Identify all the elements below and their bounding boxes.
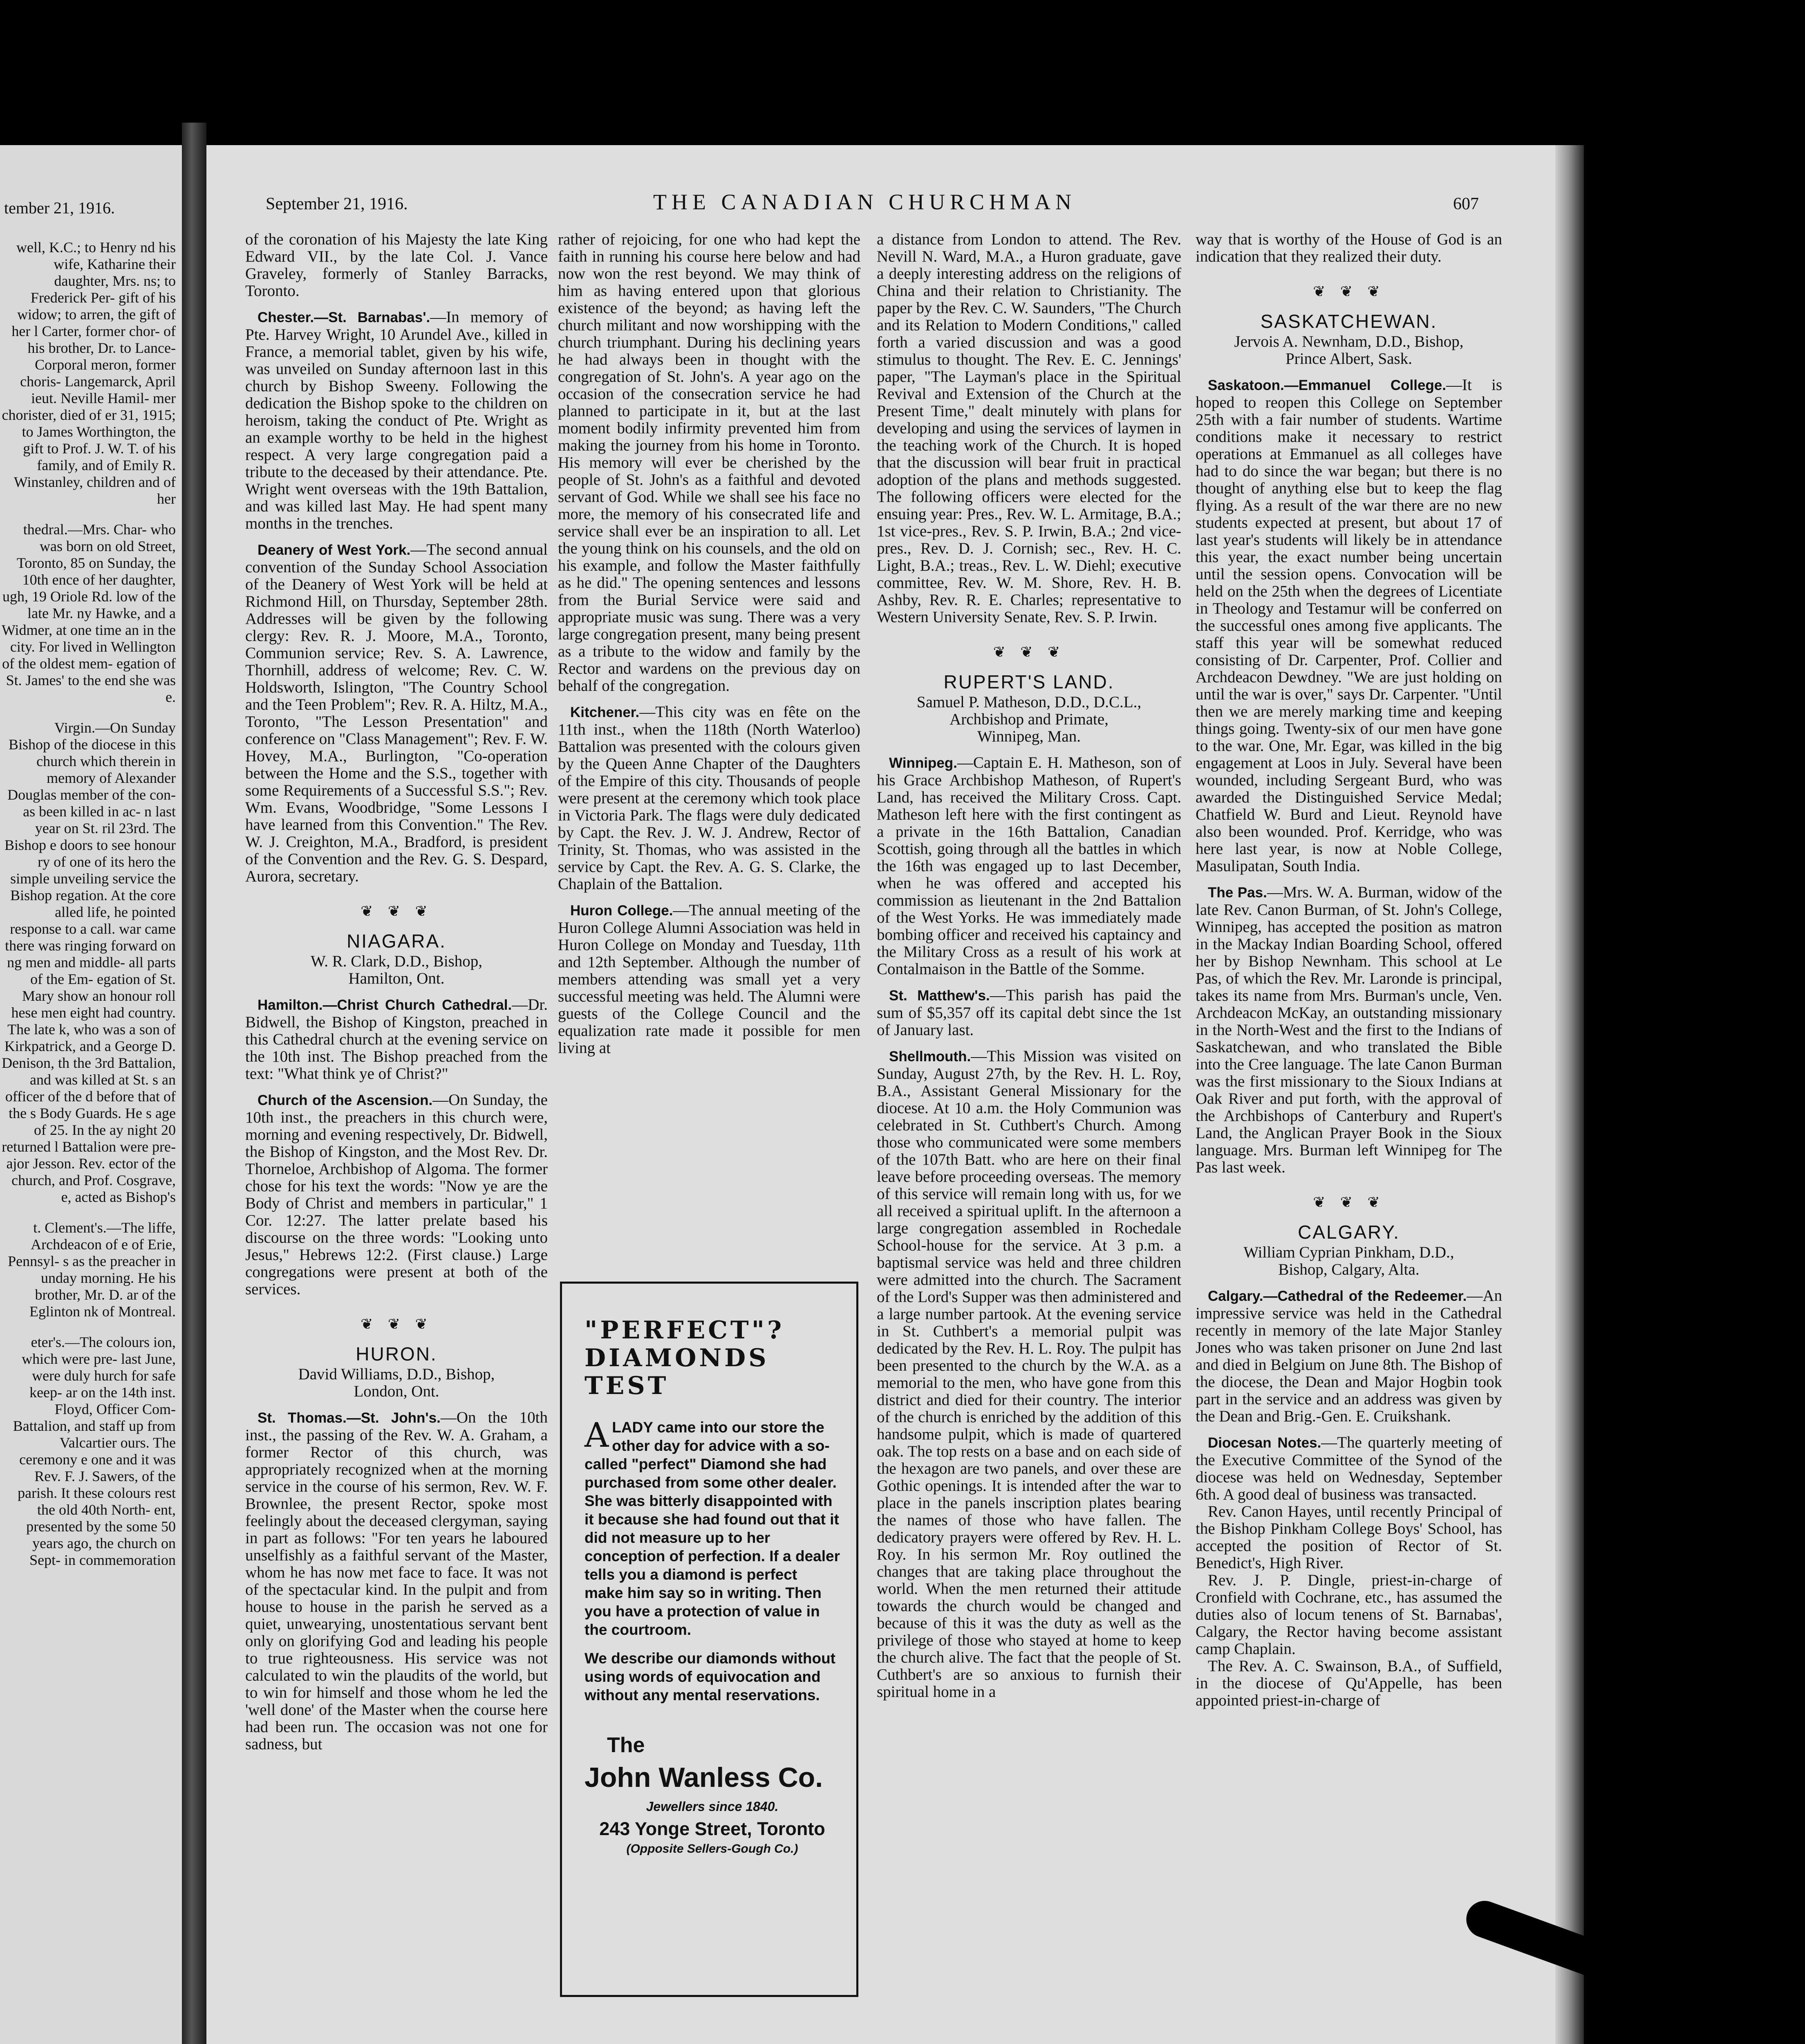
paragraph: Rev. J. P. Dingle, priest-in-charge of Cronfield with Cochrane, etc., has assumed the duties also of locum tenens of St. Barnabas', Calgary, the Rector having become assistant camp Chaplain. <box>1196 1571 1502 1658</box>
article-heading: Deanery of West York. <box>258 542 411 558</box>
article-kitchener <box>558 704 860 893</box>
article-hamilton <box>245 996 548 1083</box>
article-heading: The Pas. <box>1208 885 1267 901</box>
article-heading: Chester.—St. Barnabas'. <box>258 309 430 325</box>
fragment: eter's.—The colours ion, which were pre- last June, were duly hurch for safe keep- ar on the 14th inst. Floyd, Officer Com- Battalion, and staff up from Valcartier ours. The ceremony e one and it was Rev. F. J. Sawers, of the parish. It these colours rest the old 40th North- ent, presented by the some 50 years ago, the church on Sept- in commemoration <box>13 1334 176 1568</box>
article-text: —It is hoped to reopen this College on September 25th with a fair number of students. Wartime conditions make it necessary to restrict operations at Emmanuel as all colleges have had to do since the war began; but there is no thought of anything else but to keep the flag flying. As a result of the war there are no new students expected at present, but about 17 of last year's students will likely be in attendance this year, the exact number being uncertain until the session opens. Convocation will be held on the 25th when the degrees of Licentiate in Theology and Testamur will be conferred on the successful ones among five applicants. The staff this year will be somewhat reduced consisting of Dr. Carpenter, Prof. Collier and Archdeacon Dewdney. "We are just holding on until the war is over," says Dr. Carpenter. "Until then we are merely marking time and keeping things going. Twenty-six of our men have gone to the war. One, Mr. Egar, was killed in the big engagement at Loos in July. Several have been wounded, including Sergeant Burd, who was awarded the Distinguished Service Medal; Chatfield W. Burd and Lieut. Reynold have also been wounded. Prof. Kerridge, who was here last year, is now at Noble College, Masulipatan, South India. <box>1196 376 1502 875</box>
article-text: —An impressive service was held in the Cathedral recently in memory of the late Major Stanley Jones who was taken prisoner on June 2nd last and died in Belgium on June 8th. The Bishop of the diocese, the Dean and Major Hogbin took part in the service and an address was given by the Dean and Brig.-Gen. E. Cruikshank. <box>1196 1287 1502 1425</box>
ad-opposite: (Opposite Sellers-Gough Co.) <box>626 1842 798 1856</box>
article-text: —In memory of Pte. Harvey Wright, 10 Arundel Ave., killed in France, a memorial tablet, given by his wife, was unveiled on Sunday afternoon last in this church by Bishop Sweeny. Following the dedication the Bishop spoke to the children on heroism, taking the conduct of Pte. Wright as an example worthy to be held in the highest respect. A very large congregation paid a tribute to the deceased by their attendance. Pte. Wright went overseas with the 19th Battalion, and was killed last May. He had spent many months in the trenches. <box>245 308 548 532</box>
article-st-matthews <box>877 987 1181 1039</box>
diamonds-advertisement <box>560 1282 858 1997</box>
article-text: —This city was en fête on the 11th inst., when the 118th (North Waterloo) Battalion was presented with the colours given by the Queen Anne Chapter of the Daughters of the Empire of this city. Thousands of people were present at the ceremony which took place in Victoria Park. The flags were duly dedicated by Capt. the Rev. J. W. J. Andrew, Rector of Trinity, St. Thomas, who was assisted in the service by Capt. the Rev. A. G. S. Clarke, the Chaplain of the Battalion. <box>558 703 860 893</box>
article-text: —The annual meeting of the Huron College Alumni Association was held in Huron College on Monday and Tuesday, 11th and 12th September. Although the number of members attending was small yet a very successful meeting was held. The Alumni were guests of the College Council and the equalization rate made it possible for men living at <box>558 901 860 1057</box>
article-calgary <box>1196 1287 1502 1425</box>
bishop-line: W. R. Clark, D.D., Bishop, <box>311 953 482 970</box>
paragraph: way that is worthy of the House of God is an indication that they realized their duty. <box>1196 231 1502 265</box>
paragraph: of the coronation of his Majesty the late King Edward VII., by the late Col. J. Vance Graveley, formerly of Stanley Barracks, Toronto. <box>245 231 548 300</box>
article-heading: Hamilton.—Christ Church Cathedral. <box>258 997 512 1013</box>
ad-headline: "PERFECT"? DIAMONDS TEST <box>584 1316 785 1400</box>
article-huron-college <box>558 902 860 1057</box>
ad-address: 243 Yonge Street, Toronto <box>599 1818 825 1839</box>
bishop-line: Archbishop and Primate, <box>950 710 1109 728</box>
previous-page-text <box>0 239 176 1582</box>
article-heading: St. Matthew's. <box>889 988 990 1004</box>
paragraph: rather of rejoicing, for one who had kept the faith in running his course here below and had now won the rest beyond. We may think of him as having entered upon that glorious existence of the beyond; as having left the church militant and now worshipping with the church triumphant. During his declining years he had always been in thought with the congregation of St. John's. A year ago on the occasion of the consecration service he had planned to participate in it, but at the last moment bodily infirmity prevented him from making the journey from his home in Toronto. His memory will ever be cherished by the people of St. John's as a faithful and devoted servant of God. While we shall see his face no more, the memory of his consecrated life and service shall ever be an inspiration to all. Let the young think on his counsels, and the old on his example, and follow the Master faithfully as he did." The opening sentences and lessons from the Burial Service were said and appropriate music was sung. There was a very large congregation present, many being present as a tribute to the widow and family by the Rector and wardens on the previous day on behalf of the congregation. <box>558 231 860 695</box>
fragment: well, K.C.; to Henry nd his wife, Katharine their daughter, Mrs. ns; to Frederick Per- gift of his widow; to arren, the gift of her l Carter, former chor- of his brother, Dr. to Lance-Corporal meron, former choris- Langemarck, April ieut. Neville Hamil- mer chorister, died of er 31, 1915; to James Worthington, the gift to Prof. J. W. T. of his family, and of Emily R. Winstanley, children and of her <box>2 239 176 507</box>
article-the-pas <box>1196 884 1502 1176</box>
previous-page <box>0 145 182 2044</box>
column-3 <box>877 231 1181 1701</box>
section-ornament: ❦ ❦ ❦ <box>993 644 1065 661</box>
section-title-ruperts-land: RUPERT'S LAND. <box>943 671 1115 693</box>
article-text: —The second annual convention of the Sunday School Association of the Deanery of West York will be held at Richmond Hill, on Thursday, September 28th. Addresses will be given by the following clergy: Rev. R. J. Moore, M.A., Toronto, Communion service; Rev. S. A. Lawrence, Thornhill, address of welcome; Rev. C. W. Holdsworth, Islington, "The Country School and the Teen Problem"; Rev. R. A. Hiltz, M.A., Toronto, "The Lesson Presentation" and conference on "Class Management"; Rev. F. W. Hovey, M.A., Burlington, "Co-operation between the Home and the S.S., together with some Requirements of a Successful S.S."; Rev. Wm. Evans, Woodbridge, "Some Lessons I have learned from this Convention." The Rev. W. J. Creighton, M.A., Bradford, is president of the Convention and the Rev. G. S. Despard, Aurora, secretary. <box>245 541 548 885</box>
article-heading: St. Thomas.—St. John's. <box>258 1410 441 1426</box>
book-gutter <box>182 123 206 2044</box>
article-text: —On the 10th inst., the passing of the Rev. W. A. Graham, a former Rector of this church, was appropriately recognized when at the morning service in the course of his sermon, Rev. W. F. Brownlee, the present Rector, spoke most feelingly about the deceased clergyman, saying in part as follows: "For ten years he laboured unselfishly as a faithful servant of the Master, whom he has now met face to face. It was not of the spectacular kind. In the pulpit and from house to house in the parish he served as a quiet, unwearying, unostentatious servant bent only on glorifying God and leading his people to true righteousness. His service was not calculated to win the plaudits of the world, but to win for himself and those whom he led the 'well done' of the Master when the course here had been run. The occasion was not one for sadness, but <box>245 1409 548 1753</box>
ad-established: Jewellers since 1840. <box>646 1799 779 1814</box>
article-winnipeg <box>877 754 1181 978</box>
bishop-line: David Williams, D.D., Bishop, <box>298 1365 495 1383</box>
article-text: —On Sunday, the 10th inst., the preachers in this church were, morning and evening respectively, Dr. Bidwell, the Bishop of Kingston, and the Most Rev. Dr. Thorneloe, Archbishop of Algoma. The former chose for his text the words: "Now ye are the Body of Christ and members in particular," 1 Cor. 12:27. The latter prelate based his discourse on the three words: "Looking unto Jesus," Hebrews 12:2. (First clause.) Large congregations were present at both of the services. <box>245 1091 548 1298</box>
paragraph: Rev. Canon Hayes, until recently Principal of the Bishop Pinkham College Boys' School, has accepted the position of Rector of St. Benedict's, High River. <box>1196 1503 1502 1572</box>
article-text: —The quarterly meeting of the Executive Committee of the Synod of the diocese was held on Wednesday, September 6th. A good deal of business was transacted. <box>1196 1434 1503 1503</box>
page-number: 607 <box>1453 195 1479 213</box>
section-title-niagara: NIAGARA. <box>347 930 446 952</box>
bishop-line: Jervois A. Newnham, D.D., Bishop, <box>1234 333 1464 350</box>
bishop-line: William Cyprian Pinkham, D.D., <box>1243 1244 1454 1261</box>
bishop-line: Winnipeg, Man. <box>977 728 1081 745</box>
section-title-huron: HURON. <box>356 1343 437 1365</box>
ad-dropcap: A <box>584 1416 609 1455</box>
section-title-saskatchewan: SASKATCHEWAN. <box>1260 311 1438 332</box>
fragment: Virgin.—On Sunday Bishop of the diocese in this church which therein in memory of Alexander Douglas member of the con- as been killed in ac- n last year on St. ril 23rd. The Bishop e doors to see honour ry of one of its hero the simple unveiling service the Bishop regation. At the core alled life, he pointed response to a call. war came there was ringing forward on ng men and middle- all parts of the Em- egation of St. Mary show an honour roll hese men eight had country. The late k, who was a son of Kirkpatrick, and a George D. Denison, th the 3rd Battalion, and was killed at St. s an officer of the d before that of the s Body Guards. He s age of 25. In the ay night 20 returned l Battalion were pre- ajor Jesson. Rev. ector of the church, and Prof. Cosgrave, e, acted as Bishop's <box>2 719 176 1205</box>
article-heading: Diocesan Notes. <box>1208 1435 1321 1451</box>
ad-text-2: We describe our diamonds without using words of equivocation and without any mental reservations. <box>584 1650 835 1703</box>
article-heading: Kitchener. <box>570 704 640 720</box>
article-chester <box>245 309 548 532</box>
section-ornament: ❦ ❦ ❦ <box>1313 283 1385 300</box>
bishop-line: Prince Albert, Sask. <box>1285 350 1412 368</box>
paragraph: The Rev. A. C. Swainson, B.A., of Suffield, in the diocese of Qu'Appelle, has been appointed priest-in-charge of <box>1196 1657 1502 1709</box>
article-heading: Huron College. <box>570 903 673 919</box>
page-header <box>206 186 1555 219</box>
article-heading: Saskatoon.—Emmanuel College. <box>1208 377 1446 393</box>
newspaper-page <box>206 145 1555 2044</box>
previous-page-header: tember 21, 1916. <box>4 199 115 217</box>
ad-company-name: John Wanless Co. <box>584 1762 823 1793</box>
bishop-line: Bishop, Calgary, Alta. <box>1278 1261 1420 1278</box>
article-ascension <box>245 1091 548 1298</box>
section-ornament: ❦ ❦ ❦ <box>1313 1194 1385 1211</box>
bishop-line: Hamilton, Ont. <box>348 970 445 987</box>
article-text: —Mrs. W. A. Burman, widow of the late Rev. Canon Burman, of St. John's College, Winnipeg, has accepted the position as matron in the Mackay Indian Boarding School, offered her by Bishop Newnham. This school at Le Pas, of which the Rev. Mr. Laronde is principal, takes its name from Mrs. Burman's uncle, Ven. Archdeacon McKay, an outstanding missionary in the North-West and the first to the Indians of Saskatchewan, and who translated the Bible into the Cree language. The late Canon Burman was the first missionary to the Sioux Indians at Oak River and put forth, with the approval of the Archbishops of Canterbury and Rupert's Land, the Anglican Prayer Book in the Sioux language. Mrs. Burman left Winnipeg for The Pas last week. <box>1196 883 1502 1176</box>
column-1 <box>245 231 548 1753</box>
page-stack-edge <box>1555 145 1584 2044</box>
ad-body <box>584 1418 840 1639</box>
column-4 <box>1196 231 1502 1709</box>
fragment: t. Clement's.—The liffe, Archdeacon of e of Erie, Pennsyl- s as the preacher in unday morning. He his brother, Mr. D. ar of the Eglinton nk of Montreal. <box>8 1219 176 1320</box>
bishop-line: Samuel P. Matheson, D.D., D.C.L., <box>916 693 1142 711</box>
article-text: —Dr. Bidwell, the Bishop of Kingston, preached in this Cathedral church at the evening service on the 10th inst. The Bishop preached from the text: "What think ye of Christ?" <box>245 996 548 1083</box>
column-2 <box>558 231 860 1057</box>
article-heading: Church of the Ascension. <box>258 1092 433 1108</box>
article-text: —Captain E. H. Matheson, son of his Grace Archbishop Matheson, of Rupert's Land, has received the Military Cross. Capt. Matheson left here with the first contingent as a private in the 16th Battalion, Canadian Scottish, going through all the battles in which the 16th was engaged up to last December, when he was offered and accepted his commission as lieutenant in the 2nd Battalion of the West Yorks. He was immediately made bombing officer and received his captaincy and the Military Cross as a result of his work at Contalmaison in the Battle of the Somme. <box>877 754 1181 978</box>
article-heading: Calgary.—Cathedral of the Redeemer. <box>1208 1288 1467 1304</box>
section-ornament: ❦ ❦ ❦ <box>361 903 432 920</box>
article-text: —This Mission was visited on Sunday, August 27th, by the Rev. H. L. Roy, B.A., Assistant General Missionary for the diocese. At 10 a.m. the Holy Communion was celebrated in St. Cuthbert's Church. Among those who communicated were some members of the 107th Batt. who are here on their final leave before proceeding overseas. The memory of this service will remain long with us, for we all received a spiritual uplift. In the afternoon a large congregation assembled in Rochedale School-house for the service. At 3 p.m. a baptismal service was held and three children were admitted into the church. The Sacrament of the Lord's Supper was then administered and a large number partook. At the evening service in St. Cuthbert's a memorial pulpit was dedicated by the Rev. H. L. Roy. The pulpit has been presented to the church by the W.A. as a memorial to the men, who have gone from this district and died for their country. The interior of the church is enriched by the addition of this handsome pulpit, which is made of quartered oak. The top rests on a base and on each side of the hexagon are two panels, and over these are Gothic openings. It is intended after the war to place in the panels inscription plates bearing the names of those who have fallen. The dedicatory prayers were offered by Rev. H. L. Roy. In his sermon Mr. Roy outlined the changes that are taking place throughout the world. When the men returned their attitude towards the church would be changed and because of this it was the duty as well as the privilege of those who stayed at home to keep the church alive. The fact that the people of St. Cuthbert's are so anxious to furnish their spiritual home in a <box>877 1047 1181 1701</box>
ad-the: The <box>607 1733 645 1757</box>
article-text: —This parish has paid the sum of $5,357 off its capital debt since the 1st of January last. <box>877 986 1181 1039</box>
paragraph: a distance from London to attend. The Rev. Nevill N. Ward, M.A., a Huron graduate, gave a deeply interesting address on the religions of China and their relation to Christianity. The paper by the Rev. C. W. Saunders, "The Church and its Relation to Modern Conditions," called forth a varied discussion and was a good stimulus to thought. The Rev. E. C. Jennings' paper, "The Layman's place in the Spiritual Revival and Extension of the Church at the Present Time," dealt minutely with plans for developing and using the services of laymen in the teaching work of the Church. It is hoped that the discussion will bear fruit in practical adoption of the plans and methods suggested. The following officers were elected for the ensuing year: Pres., Rev. W. L. Armitage, B.A.; 1st vice-pres., Rev. S. P. Irwin, B.A.; 2nd vice-pres., Rev. D. J. Cornish; sec., Rev. H. C. Light, B.A.; treas., Rev. L. W. Diehl; executive committee, Rev. W. M. Shore, Rev. H. B. Ashby, Rev. R. E. Charles; representative to Western University Senate, Rev. S. P. Irwin. <box>877 231 1181 626</box>
section-title-calgary: CALGARY. <box>1298 1221 1400 1243</box>
article-heading: Winnipeg. <box>889 755 957 771</box>
section-ornament: ❦ ❦ ❦ <box>361 1316 432 1333</box>
article-diocesan-notes <box>1196 1434 1502 1503</box>
ad-text: LADY came into our store the other day for advice with a so-called "perfect" Diamond she had purchased from some other dealer. She was bitterly disappointed with it because she had found out that it did not measure up to her conception of perfection. If a dealer tells you a diamond is perfect make him say so in writing. Then you have a protection of value in the courtroom. <box>584 1419 840 1638</box>
article-deanery <box>245 541 548 885</box>
bishop-line: London, Ont. <box>354 1383 439 1400</box>
article-st-thomas <box>245 1409 548 1753</box>
masthead-title: THE CANADIAN CHURCHMAN <box>653 190 1077 214</box>
issue-date: September 21, 1916. <box>266 195 408 213</box>
article-heading: Shellmouth. <box>889 1049 971 1065</box>
fragment: thedral.—Mrs. Char- who was born on old Street, Toronto, 85 on Sunday, the 10th ence of her daughter, ugh, 19 Oriole Rd. low of the late Mr. ny Hawke, and a Widmer, at one time an in the city. For lived in Wellington of the oldest mem- egation of St. James' to the end she was e. <box>2 521 176 705</box>
article-shellmouth <box>877 1048 1181 1701</box>
article-saskatoon <box>1196 377 1502 875</box>
